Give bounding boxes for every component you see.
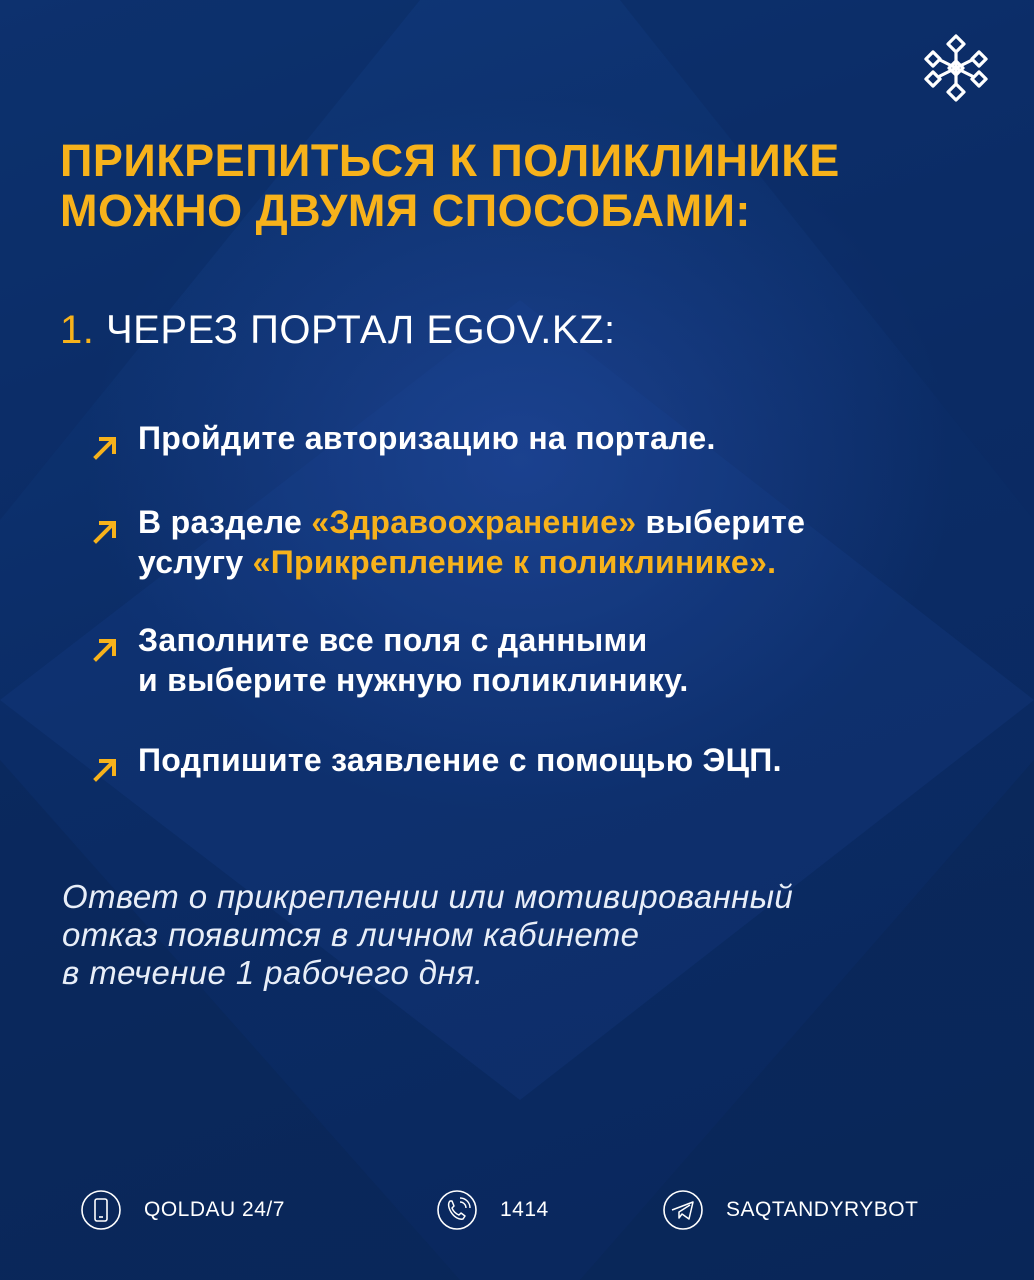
step-4-line-1: Подпишите заявление с помощью ЭЦП. [138, 742, 782, 778]
arrow-up-right-icon [90, 634, 120, 664]
footer-qoldau[interactable] [80, 1188, 285, 1232]
step-text-2 [138, 502, 978, 582]
telegram-icon [662, 1189, 704, 1231]
step-3-line-1: Заполните все поля с данными [138, 622, 648, 658]
title-line-2: МОЖНО ДВУМЯ СПОСОБАМИ: [60, 185, 751, 236]
phone-call-icon [436, 1189, 478, 1231]
step-text-1 [138, 418, 978, 458]
step-2-line-2 [138, 542, 978, 582]
arrow-up-right-icon [90, 432, 120, 462]
section-name-highlight: «Здравоохранение» [311, 504, 637, 540]
service-name-highlight: «Прикрепление к поликлинике». [252, 544, 777, 580]
response-note [62, 878, 1002, 992]
footer-phone[interactable] [436, 1188, 549, 1232]
method-number: 1. [60, 308, 95, 352]
step-3-line-2: и выберите нужную поликлинику. [138, 662, 689, 698]
step-2-line-1 [138, 502, 978, 542]
step-text-3 [138, 620, 978, 700]
footer-qoldau-label: QOLDAU 24/7 [144, 1198, 285, 1221]
footer-telegram[interactable] [662, 1188, 918, 1232]
note-line-2: отказ появится в личном кабинете [62, 916, 640, 953]
arrow-up-right-icon [90, 754, 120, 784]
snowflake-ornament-logo [918, 30, 994, 106]
note-line-1: Ответ о прикреплении или мотивированный [62, 878, 794, 915]
step-text-4 [138, 740, 978, 780]
page-title [60, 136, 1000, 236]
note-line-3: в течение 1 рабочего дня. [62, 954, 484, 991]
arrow-up-right-icon [90, 516, 120, 546]
step-1-line-1: Пройдите авторизацию на портале. [138, 420, 716, 456]
step-2-prefix-1: В разделе [138, 504, 312, 540]
footer-phone-label: 1414 [500, 1198, 549, 1221]
footer-telegram-label: SAQTANDYRYBOT [726, 1198, 919, 1221]
title-line-1: ПРИКРЕПИТЬСЯ К ПОЛИКЛИНИКЕ [60, 135, 840, 186]
method-heading [60, 306, 616, 354]
step-2-prefix-2: услугу [138, 544, 253, 580]
method-label: ЧЕРЕЗ ПОРТАЛ EGOV.KZ: [105, 308, 616, 352]
phone-device-icon [80, 1189, 122, 1231]
step-2-suffix-1: выберите [636, 504, 806, 540]
